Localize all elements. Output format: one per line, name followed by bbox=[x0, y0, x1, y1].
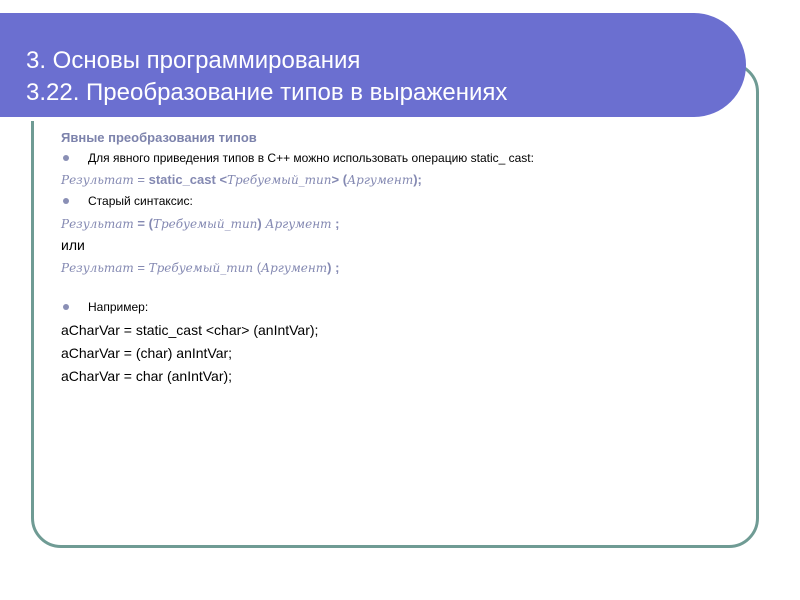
title-bar bbox=[0, 13, 746, 117]
example-line: aCharVar = char (anIntVar); bbox=[61, 368, 233, 384]
syntax-open: < bbox=[215, 172, 228, 187]
syntax-end: ; bbox=[331, 216, 340, 231]
bullet-example: Например: bbox=[88, 300, 149, 314]
syntax-open: = ( bbox=[133, 216, 153, 231]
syntax-result: Результат bbox=[61, 261, 134, 275]
syntax-arg: Аргумент bbox=[261, 261, 328, 275]
syntax-type: Требуемый_тип bbox=[152, 217, 258, 231]
bullet-marker bbox=[63, 155, 69, 161]
syntax-close: > ( bbox=[331, 172, 348, 187]
syntax-old-cast bbox=[61, 216, 339, 231]
slide-title-line1: 3. Основы программирования bbox=[26, 47, 361, 74]
title-underline bbox=[26, 117, 708, 121]
syntax-functional-cast bbox=[61, 260, 339, 275]
slide-title-line2: 3.22. Преобразование типов в выражениях bbox=[26, 79, 508, 106]
syntax-type: Требуемый_тип bbox=[148, 261, 254, 275]
syntax-end: ) ; bbox=[327, 260, 340, 275]
section-heading: Явные преобразования типов bbox=[61, 130, 257, 145]
syntax-arg: Аргумент bbox=[265, 217, 332, 231]
syntax-keyword: static_cast bbox=[148, 172, 216, 187]
example-line: aCharVar = static_cast <char> (anIntVar); bbox=[61, 322, 319, 338]
bullet-static-cast: Для явного приведения типов в С++ можно использовать операцию static_ cast: bbox=[88, 151, 534, 165]
syntax-eq: = bbox=[133, 260, 149, 275]
bullet-marker bbox=[63, 304, 69, 310]
syntax-result: Результат bbox=[61, 173, 134, 187]
syntax-arg: Аргумент bbox=[347, 173, 414, 187]
bullet-marker bbox=[63, 198, 69, 204]
syntax-close: ) bbox=[257, 216, 266, 231]
syntax-end: ); bbox=[413, 172, 422, 187]
syntax-type: Требуемый_тип bbox=[227, 173, 332, 187]
or-text: или bbox=[61, 237, 85, 253]
syntax-static-cast bbox=[61, 172, 422, 187]
syntax-result: Результат bbox=[61, 217, 134, 231]
example-line: aCharVar = (char) anIntVar; bbox=[61, 345, 233, 361]
syntax-open: ( bbox=[253, 260, 262, 275]
bullet-old-syntax: Старый синтаксис: bbox=[88, 194, 193, 208]
syntax-eq: = bbox=[133, 172, 149, 187]
